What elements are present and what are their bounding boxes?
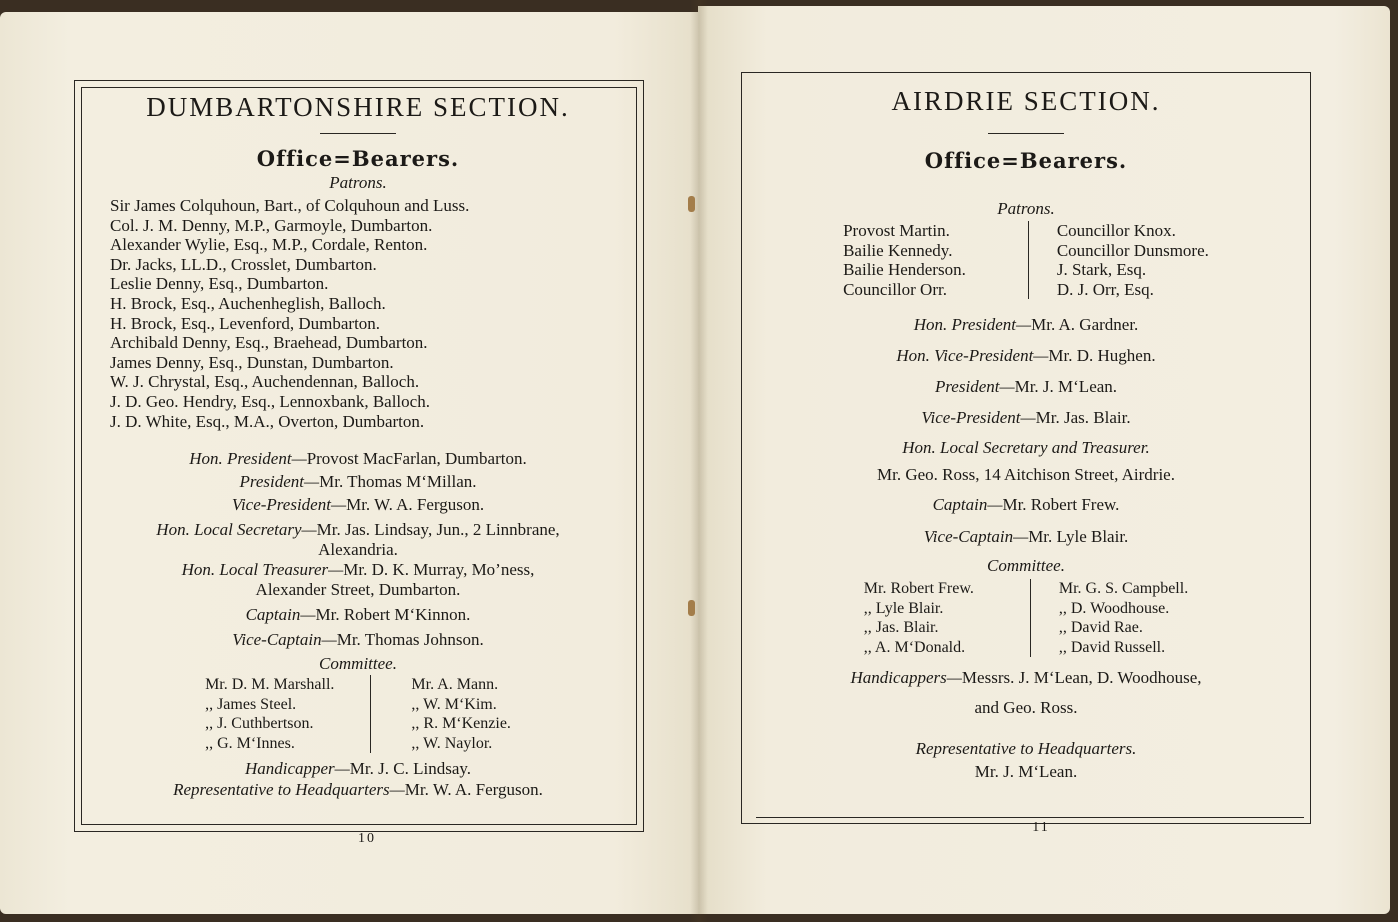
patron-item: Provost Martin. <box>843 221 950 240</box>
patrons-heading: Patrons. <box>997 199 1055 218</box>
office-bearers-heading: Office=Bearers. <box>256 146 460 171</box>
officer-hon-secretary-cont: Alexandria. <box>318 540 398 560</box>
committee-col-right <box>1031 579 1188 657</box>
staple-top <box>688 196 695 212</box>
representative-heading: Representative to Headquarters. <box>915 739 1137 758</box>
section-title: DUMBARTONSHIRE SECTION. <box>146 92 570 122</box>
staple-bottom <box>688 600 695 616</box>
patrons-table <box>750 221 1302 299</box>
patron-item: Bailie Kennedy. <box>843 240 953 260</box>
committee-member: ,, James Steel. <box>205 695 297 713</box>
page-number-right: 11 <box>1032 820 1050 835</box>
committee-member: ,, D. Woodhouse. <box>1058 599 1170 617</box>
patron-item: Councillor Knox. <box>1056 221 1176 240</box>
officer-hon-president: Hon. President—Mr. A. Gardner. <box>913 315 1139 334</box>
committee-heading: Committee. <box>987 556 1065 575</box>
committee-member: ,, W. Naylor. <box>411 734 493 752</box>
committee-member: ,, G. M‘Innes. <box>205 734 295 752</box>
patrons-heading: Patrons. <box>329 173 387 192</box>
patron-item: Leslie Denny, Esq., Dumbarton. <box>110 274 329 294</box>
patrons-col-right <box>1029 221 1209 299</box>
committee-member: Mr. A. Mann. <box>411 676 499 694</box>
patrons-list <box>110 196 634 431</box>
committee-member: ,, Jas. Blair. <box>863 619 939 636</box>
patron-item: D. J. Orr, Esq. <box>1056 279 1154 299</box>
page-number-left: 10 <box>358 831 376 846</box>
office-bearers-heading: Office=Bearers. <box>924 148 1128 173</box>
patron-item: H. Brock, Esq., Levenford, Dumbarton. <box>110 313 381 333</box>
right-page-content <box>750 86 1302 783</box>
committee-col-left <box>205 675 370 753</box>
committee-member: ,, Lyle Blair. <box>863 599 944 617</box>
officer-vice-president: Vice-President—Mr. W. A. Ferguson. <box>231 495 485 515</box>
representative-line: Representative to Headquarters—Mr. W. A. Ferguson. <box>173 780 543 800</box>
patron-item: Councillor Dunsmore. <box>1056 240 1209 260</box>
left-page-content <box>82 92 634 800</box>
patron-item: W. J. Chrystal, Esq., Auchendennan, Balloch. <box>110 372 420 392</box>
book-gutter <box>690 0 708 922</box>
representative-name: Mr. J. M‘Lean. <box>974 762 1078 781</box>
officer-hon-president: Hon. President—Provost MacFarlan, Dumbarton. <box>189 449 527 469</box>
officer-vice-president: Vice-President—Mr. Jas. Blair. <box>921 408 1131 427</box>
patron-item: James Denny, Esq., Dunstan, Dumbarton. <box>110 352 394 372</box>
section-title: AIRDRIE SECTION. <box>891 86 1161 116</box>
patron-item: Col. J. M. Denny, M.P., Garmoyle, Dumbarton. <box>110 215 433 235</box>
committee-member: ,, David Rae. <box>1058 619 1143 636</box>
officer-hon-vice-president: Hon. Vice-President—Mr. D. Hughen. <box>896 346 1156 365</box>
committee-table <box>750 579 1302 657</box>
patrons-col-left <box>843 221 1028 299</box>
officer-hon-treasurer: Hon. Local Treasurer—Mr. D. K. Murray, Mo’ness, <box>181 560 535 580</box>
officer-hon-secretary: Hon. Local Secretary—Mr. Jas. Lindsay, Jun., 2 Linnbrane, <box>156 520 560 540</box>
patron-item: H. Brock, Esq., Auchenheglish, Balloch. <box>110 293 386 313</box>
committee-col-right <box>371 675 511 753</box>
patron-item: Dr. Jacks, LL.D., Crosslet, Dumbarton. <box>110 254 377 274</box>
committee-col-left <box>864 579 1030 657</box>
officer-president: President—Mr. J. M‘Lean. <box>934 377 1118 396</box>
committee-member: ,, J. Cuthbertson. <box>205 715 314 733</box>
handicapper-line: Handicapper—Mr. J. C. Lindsay. <box>244 759 472 779</box>
committee-member: Mr. Robert Frew. <box>863 580 974 597</box>
committee-member: ,, W. M‘Kim. <box>411 695 497 713</box>
officers-list <box>750 309 1302 553</box>
patron-item: J. D. White, Esq., M.A., Overton, Dumbarton. <box>110 411 425 431</box>
title-rule <box>988 133 1064 134</box>
patron-item: J. D. Geo. Hendry, Esq., Lennoxbank, Balloch. <box>110 391 430 411</box>
officer-president: President—Mr. Thomas M‘Millan. <box>239 472 477 492</box>
officer-captain: Captain—Mr. Robert M‘Kinnon. <box>245 605 471 625</box>
handicappers-line: Handicappers—Messrs. J. M‘Lean, D. Woodhouse, <box>850 668 1202 687</box>
officer-captain: Captain—Mr. Robert Frew. <box>932 495 1120 514</box>
patron-item: Bailie Henderson. <box>843 260 966 279</box>
officer-vice-captain: Vice-Captain—Mr. Thomas Johnson. <box>232 630 484 650</box>
committee-member: ,, David Russell. <box>1058 638 1166 656</box>
officer-hon-secretary-treasurer-name: Mr. Geo. Ross, 14 Aitchison Street, Airdrie. <box>877 465 1175 484</box>
officer-hon-treasurer-cont: Alexander Street, Dumbarton. <box>255 580 461 600</box>
committee-heading: Committee. <box>319 654 397 674</box>
patron-item: Councillor Orr. <box>843 279 947 299</box>
officer-vice-captain: Vice-Captain—Mr. Lyle Blair. <box>923 527 1129 546</box>
patron-item: J. Stark, Esq. <box>1056 260 1147 279</box>
patron-item: Archibald Denny, Esq., Braehead, Dumbarton. <box>110 333 428 353</box>
title-rule <box>320 133 396 134</box>
patron-item: Sir James Colquhoun, Bart., of Colquhoun and Luss. <box>110 196 470 215</box>
committee-member: Mr. D. M. Marshall. <box>205 676 335 694</box>
officers-list <box>82 447 634 652</box>
handicappers-line-cont: and Geo. Ross. <box>974 698 1078 717</box>
committee-table <box>82 675 634 753</box>
officer-hon-secretary-treasurer: Hon. Local Secretary and Treasurer. <box>902 438 1150 457</box>
committee-member: ,, R. M‘Kenzie. <box>411 715 511 733</box>
committee-member: ,, A. M‘Donald. <box>863 638 966 656</box>
patron-item: Alexander Wylie, Esq., M.P., Cordale, Renton. <box>110 235 428 255</box>
committee-member: Mr. G. S. Campbell. <box>1058 580 1189 597</box>
